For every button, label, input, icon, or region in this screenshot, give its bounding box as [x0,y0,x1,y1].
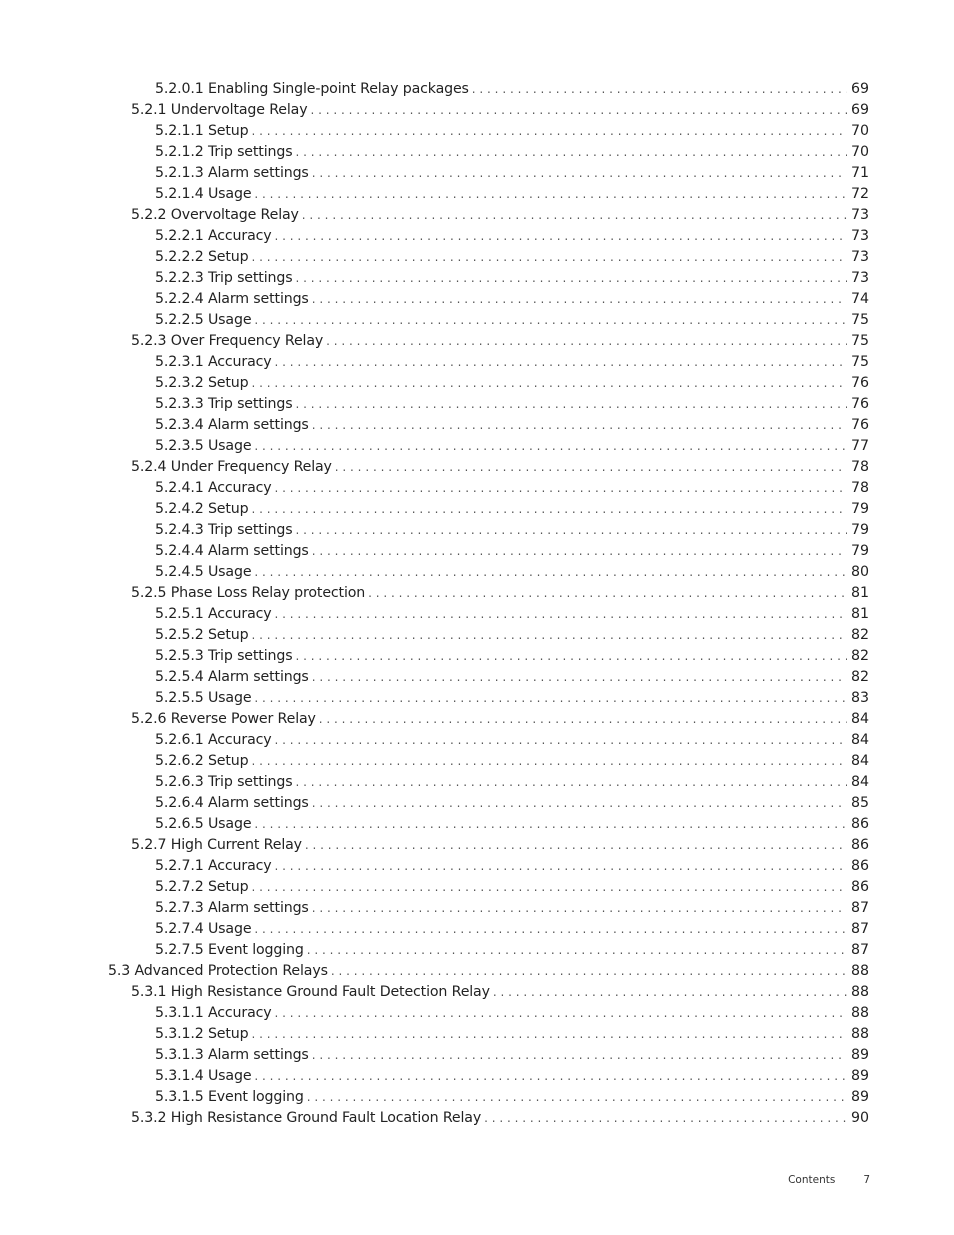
toc-entry-title: 5.2.4.5 Usage [155,564,252,580]
toc-entry[interactable] [0,688,954,709]
toc-entry[interactable] [0,520,954,541]
toc-dot-leader [254,184,847,205]
toc-entry[interactable] [0,289,954,310]
toc-entry-title: 5.2.7.1 Accuracy [155,858,272,874]
toc-entry[interactable] [0,835,954,856]
toc-entry-title: 5.3.1.3 Alarm settings [155,1047,309,1063]
toc-entry-title: 5.2.7.2 Setup [155,879,249,895]
toc-entry-title: 5.2.5.3 Trip settings [155,648,293,664]
toc-entry[interactable] [0,499,954,520]
toc-entry[interactable] [0,184,954,205]
toc-entry-title: 5.2.2 Overvoltage Relay [131,207,299,223]
table-of-contents [0,79,954,1129]
toc-entry-title: 5.2.0.1 Enabling Single-point Relay packages [155,81,469,97]
toc-entry-title: 5.2.6.3 Trip settings [155,774,293,790]
toc-entry[interactable] [0,667,954,688]
toc-entry-page: 79 [850,543,869,559]
toc-entry-page: 82 [850,648,869,664]
toc-entry-page: 76 [850,417,869,433]
toc-entry[interactable] [0,772,954,793]
toc-dot-leader [312,898,847,919]
toc-entry[interactable] [0,205,954,226]
toc-dot-leader [307,940,847,961]
toc-entry-page: 84 [850,732,869,748]
toc-dot-leader [275,352,847,373]
toc-dot-leader [252,751,847,772]
toc-entry-page: 88 [850,1026,869,1042]
toc-entry-page: 80 [850,564,869,580]
toc-entry-title: 5.3.1 High Resistance Ground Fault Detection Relay [131,984,490,1000]
toc-entry-page: 76 [850,375,869,391]
toc-entry-title: 5.2.6.5 Usage [155,816,252,832]
toc-entry[interactable] [0,898,954,919]
toc-entry-title: 5.2.4 Under Frequency Relay [131,459,332,475]
toc-entry-page: 86 [850,879,869,895]
toc-entry-title: 5.2.7.4 Usage [155,921,252,937]
toc-entry[interactable] [0,163,954,184]
toc-dot-leader [312,1045,847,1066]
toc-dot-leader [252,499,847,520]
toc-entry[interactable] [0,856,954,877]
toc-dot-leader [312,667,847,688]
toc-dot-leader [312,415,847,436]
toc-entry[interactable] [0,646,954,667]
toc-entry-page: 90 [850,1110,869,1126]
toc-dot-leader [275,226,847,247]
toc-entry[interactable] [0,310,954,331]
toc-entry[interactable] [0,541,954,562]
toc-dot-leader [254,310,847,331]
toc-entry-title: 5.2.3.4 Alarm settings [155,417,309,433]
toc-dot-leader [295,772,846,793]
toc-dot-leader [484,1108,847,1129]
toc-dot-leader [312,793,847,814]
toc-entry-page: 87 [850,900,869,916]
toc-entry-title: 5.3 Advanced Protection Relays [108,963,328,979]
toc-entry[interactable] [0,583,954,604]
toc-entry-title: 5.3.1.2 Setup [155,1026,249,1042]
toc-entry-page: 78 [850,459,869,475]
toc-entry-title: 5.2.7.3 Alarm settings [155,900,309,916]
toc-entry-title: 5.2.1.1 Setup [155,123,249,139]
toc-entry[interactable] [0,415,954,436]
toc-entry-page: 71 [850,165,869,181]
toc-entry[interactable] [0,457,954,478]
toc-entry[interactable] [0,142,954,163]
toc-entry-title: 5.2.2.5 Usage [155,312,252,328]
toc-entry[interactable] [0,352,954,373]
toc-entry-page: 73 [850,228,869,244]
page-footer [788,1174,870,1186]
toc-dot-leader [254,1066,847,1087]
toc-entry-page: 88 [850,984,869,1000]
toc-dot-leader [252,247,847,268]
toc-dot-leader [331,961,847,982]
toc-entry-page: 75 [850,333,869,349]
toc-entry-page: 70 [850,123,869,139]
toc-dot-leader [275,604,847,625]
toc-dot-leader [295,142,846,163]
toc-entry-page: 89 [850,1089,869,1105]
toc-dot-leader [254,436,847,457]
toc-entry[interactable] [0,331,954,352]
toc-entry[interactable] [0,877,954,898]
toc-entry[interactable] [0,793,954,814]
toc-dot-leader [295,646,846,667]
toc-entry-title: 5.2.4.1 Accuracy [155,480,272,496]
toc-entry-page: 69 [850,81,869,97]
toc-dot-leader [335,457,847,478]
toc-dot-leader [472,79,847,100]
toc-entry-title: 5.2.1.4 Usage [155,186,252,202]
toc-entry-title: 5.2.6.2 Setup [155,753,249,769]
footer-section-label: Contents [788,1174,836,1186]
toc-entry-page: 76 [850,396,869,412]
toc-entry-title: 5.2.5.4 Alarm settings [155,669,309,685]
toc-entry-page: 89 [850,1068,869,1084]
toc-dot-leader [254,562,847,583]
toc-entry-page: 84 [850,753,869,769]
toc-dot-leader [252,625,847,646]
toc-entry-page: 73 [850,207,869,223]
toc-entry-page: 89 [850,1047,869,1063]
toc-entry[interactable] [0,226,954,247]
toc-entry[interactable] [0,961,954,982]
toc-dot-leader [275,856,847,877]
toc-dot-leader [254,814,847,835]
toc-entry-page: 81 [850,606,869,622]
toc-entry[interactable] [0,625,954,646]
toc-entry-title: 5.2.5 Phase Loss Relay protection [131,585,366,601]
toc-entry-title: 5.2.4.2 Setup [155,501,249,517]
toc-entry[interactable] [0,121,954,142]
toc-entry-page: 84 [850,711,869,727]
toc-entry-page: 88 [850,1005,869,1021]
toc-dot-leader [254,919,847,940]
toc-entry-title: 5.2.1.2 Trip settings [155,144,293,160]
toc-entry-title: 5.2.6.4 Alarm settings [155,795,309,811]
toc-entry-title: 5.3.1.4 Usage [155,1068,252,1084]
toc-dot-leader [252,121,847,142]
toc-entry-title: 5.2.3 Over Frequency Relay [131,333,324,349]
toc-entry-page: 78 [850,480,869,496]
toc-entry[interactable] [0,478,954,499]
toc-dot-leader [307,1087,847,1108]
toc-entry-title: 5.2.5.5 Usage [155,690,252,706]
toc-dot-leader [252,373,847,394]
toc-entry[interactable] [0,1003,954,1024]
toc-entry-title: 5.2.4.4 Alarm settings [155,543,309,559]
toc-entry-page: 73 [850,249,869,265]
toc-entry-page: 82 [850,627,869,643]
toc-entry-page: 82 [850,669,869,685]
toc-entry[interactable] [0,751,954,772]
toc-dot-leader [319,709,847,730]
toc-entry-page: 75 [850,312,869,328]
toc-entry[interactable] [0,373,954,394]
toc-dot-leader [312,289,847,310]
toc-dot-leader [368,583,847,604]
toc-entry-title: 5.2.2.4 Alarm settings [155,291,309,307]
toc-dot-leader [295,394,846,415]
toc-entry-title: 5.2.2.2 Setup [155,249,249,265]
toc-entry-title: 5.2.3.2 Setup [155,375,249,391]
toc-entry-page: 83 [850,690,869,706]
toc-dot-leader [312,541,847,562]
toc-entry-page: 86 [850,858,869,874]
toc-dot-leader [295,268,846,289]
toc-entry-title: 5.2.7.5 Event logging [155,942,304,958]
toc-entry[interactable] [0,919,954,940]
toc-entry[interactable] [0,436,954,457]
toc-entry-title: 5.2.1.3 Alarm settings [155,165,309,181]
toc-entry[interactable] [0,940,954,961]
toc-entry-page: 69 [850,102,869,118]
toc-dot-leader [252,1024,847,1045]
toc-entry[interactable] [0,247,954,268]
toc-entry[interactable] [0,268,954,289]
toc-dot-leader [275,478,847,499]
toc-dot-leader [252,877,847,898]
toc-entry-page: 87 [850,942,869,958]
toc-entry-title: 5.2.2.3 Trip settings [155,270,293,286]
toc-dot-leader [254,688,847,709]
toc-dot-leader [275,730,847,751]
toc-entry-title: 5.3.1.5 Event logging [155,1089,304,1105]
toc-entry-title: 5.3.1.1 Accuracy [155,1005,272,1021]
toc-entry-title: 5.2.5.2 Setup [155,627,249,643]
toc-entry[interactable] [0,1024,954,1045]
toc-entry-title: 5.2.4.3 Trip settings [155,522,293,538]
toc-dot-leader [275,1003,847,1024]
toc-entry[interactable] [0,709,954,730]
toc-entry[interactable] [0,100,954,121]
toc-entry[interactable] [0,1066,954,1087]
toc-entry-title: 5.3.2 High Resistance Ground Fault Location Relay [131,1110,482,1126]
toc-entry[interactable] [0,79,954,100]
toc-dot-leader [295,520,846,541]
toc-entry[interactable] [0,982,954,1003]
toc-dot-leader [326,331,847,352]
toc-entry-page: 88 [850,963,869,979]
toc-entry-page: 73 [850,270,869,286]
toc-dot-leader [302,205,847,226]
toc-entry[interactable] [0,1045,954,1066]
toc-entry-title: 5.2.3.5 Usage [155,438,252,454]
toc-entry-page: 86 [850,837,869,853]
toc-entry-title: 5.2.1 Undervoltage Relay [131,102,308,118]
toc-entry[interactable] [0,730,954,751]
toc-entry-page: 79 [850,501,869,517]
toc-entry-page: 87 [850,921,869,937]
toc-entry-title: 5.2.6.1 Accuracy [155,732,272,748]
toc-entry[interactable] [0,394,954,415]
toc-entry-title: 5.2.7 High Current Relay [131,837,302,853]
toc-entry-page: 84 [850,774,869,790]
toc-dot-leader [305,835,847,856]
toc-entry[interactable] [0,1087,954,1108]
toc-entry-page: 77 [850,438,869,454]
toc-dot-leader [493,982,847,1003]
toc-entry-title: 5.2.5.1 Accuracy [155,606,272,622]
toc-entry-page: 79 [850,522,869,538]
toc-entry[interactable] [0,562,954,583]
toc-entry-page: 72 [850,186,869,202]
toc-entry[interactable] [0,1108,954,1129]
toc-entry[interactable] [0,814,954,835]
toc-entry-title: 5.2.2.1 Accuracy [155,228,272,244]
toc-entry-title: 5.2.3.3 Trip settings [155,396,293,412]
toc-entry-page: 74 [850,291,869,307]
toc-entry-page: 86 [850,816,869,832]
footer-page-number: 7 [863,1174,870,1186]
toc-entry-page: 70 [850,144,869,160]
toc-entry-page: 75 [850,354,869,370]
toc-entry[interactable] [0,604,954,625]
toc-entry-title: 5.2.6 Reverse Power Relay [131,711,316,727]
toc-entry-title: 5.2.3.1 Accuracy [155,354,272,370]
toc-entry-page: 81 [850,585,869,601]
toc-dot-leader [312,163,847,184]
toc-entry-page: 85 [850,795,869,811]
toc-dot-leader [310,100,846,121]
